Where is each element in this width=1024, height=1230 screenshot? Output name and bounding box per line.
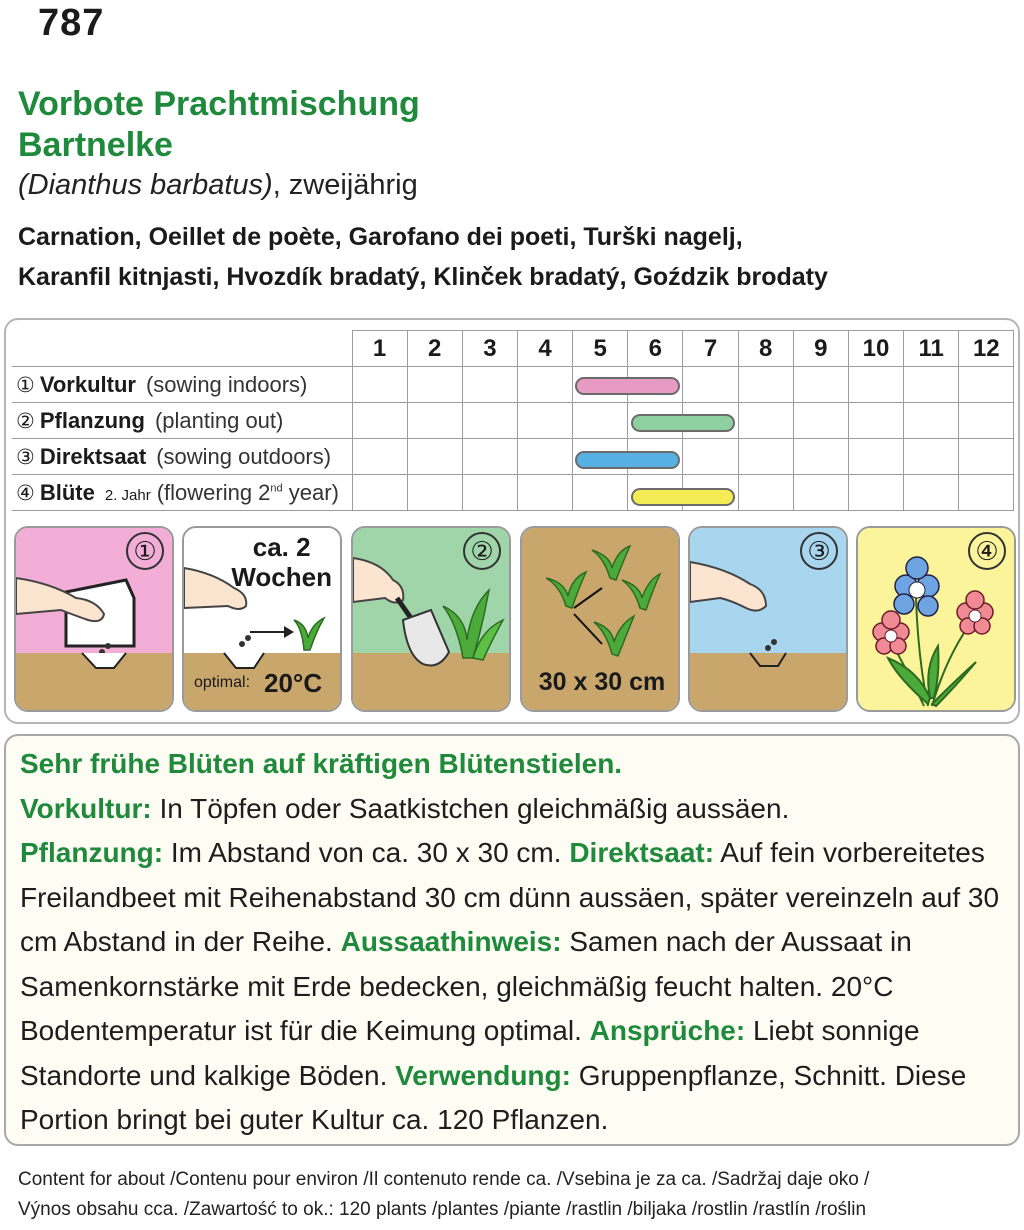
calendar-row	[12, 439, 1014, 475]
calendar-corner	[12, 331, 352, 367]
sowing-calendar	[12, 330, 1014, 511]
calendar-cell	[573, 475, 628, 511]
calendar-cell	[462, 403, 517, 439]
calendar-cell	[793, 403, 848, 439]
calendar-cell	[462, 475, 517, 511]
description-lead: Sehr frühe Blüten auf kräftigen Blütenstielen.	[20, 748, 623, 779]
calendar-row	[12, 403, 1014, 439]
article-number: 787	[38, 2, 105, 44]
verwendung-text: Gruppenpflanze, Schnitt. Diese Portion bringt bei guter Kultur ca. 120 Pflanzen.	[20, 1059, 967, 1135]
calendar-header-row	[12, 331, 1014, 367]
calendar-cell	[904, 439, 959, 475]
calendar-cell	[683, 403, 738, 439]
month-header: 4	[517, 331, 572, 367]
aussaat-label: Aussaathinweis:	[340, 926, 562, 957]
step-number-2: ②	[463, 532, 501, 570]
month-header: 7	[683, 331, 738, 367]
calendar-cell	[352, 439, 407, 475]
calendar-cell	[517, 475, 572, 511]
calendar-cell	[738, 475, 793, 511]
calendar-cell	[352, 475, 407, 511]
calendar-row-english: (sowing outdoors)	[156, 443, 332, 469]
calendar-cell	[904, 403, 959, 439]
calendar-cell	[407, 439, 462, 475]
calendar-row-english: (planting out)	[154, 407, 284, 433]
germination-duration-line-1: ca. 2	[252, 532, 311, 562]
calendar-cell	[628, 403, 683, 439]
calendar-cell	[904, 475, 959, 511]
direktsaat-text: Auf fein vorbereitetes Freilandbeet mit Reihenabstand 30 cm dünn aussäen, später vereinzeln auf 30 cm Abstand in der Reihe.	[20, 837, 1000, 957]
calendar-cell	[738, 403, 793, 439]
calendar-row-english: (sowing indoors)	[145, 371, 308, 397]
latin-suffix: , zweijährig	[272, 169, 418, 201]
calendar-row-english-end: year)	[282, 479, 339, 505]
month-header: 10	[848, 331, 903, 367]
month-header: 1	[352, 331, 407, 367]
calendar-row-term: Direktsaat	[39, 443, 147, 469]
calendar-cell	[462, 367, 517, 403]
month-header: 3	[462, 331, 517, 367]
calendar-cell	[683, 475, 738, 511]
description-card	[4, 734, 1020, 1146]
calendar-row-number: ③	[16, 445, 35, 469]
tile-sowing-outdoors	[688, 526, 848, 712]
calendar-row-number: ④	[16, 481, 35, 505]
calendar-cell	[959, 475, 1014, 511]
calendar-cell	[848, 439, 903, 475]
calendar-cell	[573, 439, 628, 475]
calendar-cell	[573, 403, 628, 439]
calendar-row-term: Pflanzung	[39, 407, 145, 433]
calendar-cell	[793, 367, 848, 403]
calendar-row	[12, 367, 1014, 403]
calendar-cell	[407, 367, 462, 403]
vorkultur-text: In Töpfen oder Saatkistchen gleichmäßig aussäen.	[151, 792, 790, 824]
ansprueche-text: Liebt sonnige Standorte und kalkige Böden.	[20, 1015, 920, 1091]
step-number-1: ①	[126, 532, 164, 570]
month-header: 8	[738, 331, 793, 367]
pflanzung-label: Pflanzung:	[20, 837, 164, 868]
month-header: 5	[573, 331, 628, 367]
calendar-cell	[904, 367, 959, 403]
calendar-cell	[407, 475, 462, 511]
tile-planting-out	[351, 526, 511, 712]
calendar-cell	[517, 403, 572, 439]
step-number-3: ③	[800, 532, 838, 570]
title-block	[18, 84, 420, 204]
plant-spacing-label: 30 x 30 cm	[538, 668, 666, 696]
calendar-cell	[848, 475, 903, 511]
calendar-row-term: Blüte	[39, 479, 95, 505]
calendar-cell	[573, 367, 628, 403]
sowing-calendar-card	[4, 318, 1020, 724]
product-title: Vorbote Prachtmischung	[18, 85, 420, 123]
month-header: 12	[959, 331, 1014, 367]
latin-name-text: (Dianthus barbatus)	[18, 169, 273, 201]
vorkultur-label: Vorkultur:	[20, 792, 152, 824]
calendar-cell	[683, 439, 738, 475]
calendar-cell	[517, 439, 572, 475]
calendar-row-label	[12, 403, 352, 439]
tile-germination	[182, 526, 342, 712]
calendar-cell	[959, 403, 1014, 439]
calendar-row-note: 2. Jahr	[104, 486, 151, 504]
month-header: 2	[407, 331, 462, 367]
germination-duration-line-2: Wochen	[231, 562, 332, 592]
calendar-cell	[352, 403, 407, 439]
month-header: 6	[628, 331, 683, 367]
calendar-cell	[517, 367, 572, 403]
common-names-line-1: Carnation, Oeillet de poète, Garofano dei poeti, Turški nagelj,	[18, 223, 743, 251]
tile-sowing-indoors	[14, 526, 174, 712]
ansprueche-label: Ansprüche:	[589, 1015, 746, 1046]
optimal-label: optimal:	[194, 674, 251, 691]
calendar-cell	[959, 439, 1014, 475]
calendar-row-label	[12, 475, 352, 511]
calendar-row-label	[12, 367, 352, 403]
calendar-row-number: ①	[16, 373, 35, 397]
calendar-cell	[738, 439, 793, 475]
month-header: 11	[904, 331, 959, 367]
month-header: 9	[793, 331, 848, 367]
pflanzung-text: Im Abstand von ca. 30 x 30 cm.	[163, 837, 570, 868]
calendar-row-english: (flowering 2	[156, 479, 271, 505]
common-names	[18, 217, 1018, 297]
calendar-cell	[959, 367, 1014, 403]
calendar-cell	[738, 367, 793, 403]
optimal-temperature: 20°C	[264, 668, 323, 698]
common-names-line-2: Karanfil kitnjasti, Hvozdík bradatý, Klinček bradatý, Goździk brodaty	[18, 263, 828, 291]
calendar-row-term: Vorkultur	[39, 371, 136, 397]
verwendung-label: Verwendung:	[395, 1059, 571, 1091]
aussaat-text: Samen nach der Aussaat in Samenkornstärke mit Erde bedecken, gleichmäßig feucht halten. 20°C Bodentemperatur ist für die Keimung optimal.	[20, 926, 912, 1046]
calendar-cell	[848, 403, 903, 439]
content-footer	[18, 1165, 1018, 1225]
calendar-row	[12, 475, 1014, 511]
product-subtitle: Bartnelke	[18, 126, 173, 164]
direktsaat-label: Direktsaat:	[569, 837, 715, 868]
step-number-4: ④	[968, 532, 1006, 570]
calendar-cell	[407, 403, 462, 439]
calendar-cell	[793, 475, 848, 511]
tile-plant-spacing	[520, 526, 680, 712]
calendar-cell	[848, 367, 903, 403]
footer-line-2: Výnos obsahu cca. /Zawartość to ok.: 120 plants /plantes /piante /rastlin /biljaka /rostlin /rastlín /roślin	[18, 1199, 867, 1220]
germination-duration	[231, 532, 332, 592]
calendar-cell	[628, 475, 683, 511]
calendar-cell	[683, 367, 738, 403]
calendar-cell	[628, 439, 683, 475]
calendar-cell	[793, 439, 848, 475]
calendar-cell	[352, 367, 407, 403]
latin-name	[18, 166, 420, 204]
tile-flowering	[856, 526, 1016, 712]
calendar-cell	[628, 367, 683, 403]
description-text	[20, 742, 1010, 1143]
step-illustrations	[14, 526, 1016, 712]
footer-line-1: Content for about /Contenu pour environ /Il contenuto rende ca. /Vsebina je za ca. /Sadržaj daje oko /	[18, 1169, 870, 1190]
calendar-row-superscript: nd	[270, 482, 283, 495]
calendar-row-number: ②	[16, 409, 35, 433]
calendar-row-label	[12, 439, 352, 475]
calendar-cell	[462, 439, 517, 475]
